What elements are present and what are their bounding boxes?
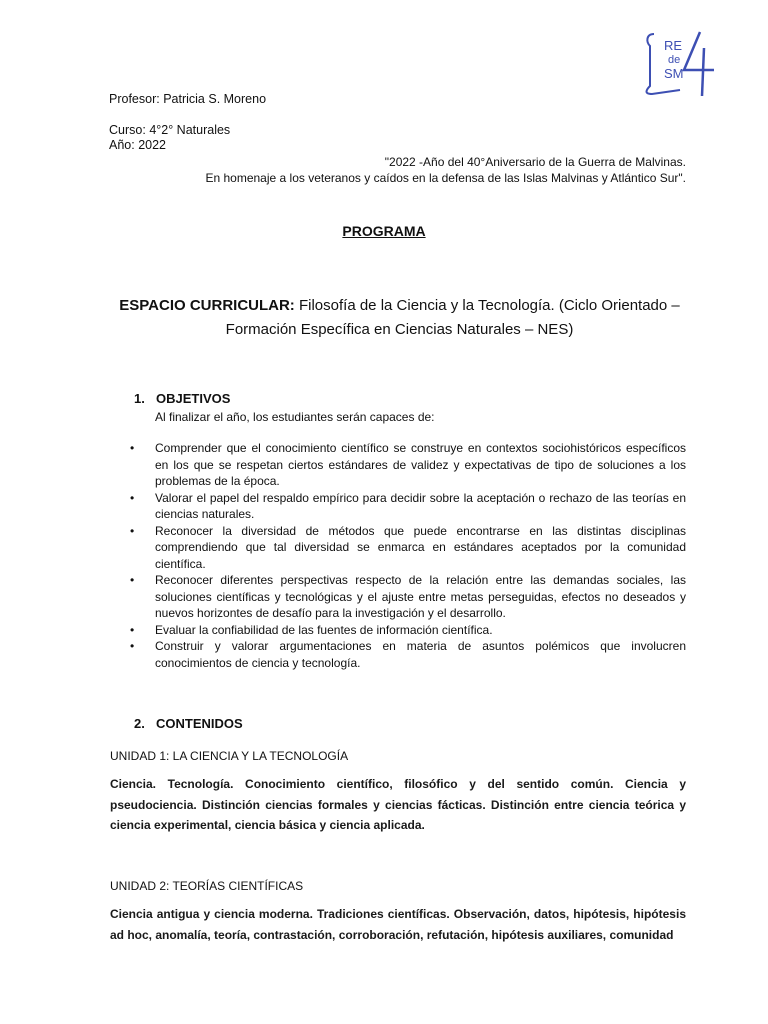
- list-item: [130, 572, 686, 622]
- espacio-text: Filosofía de la Ciencia y la Tecnología. (Ciclo Orientado – Formación Específica en Ciencias Naturales – NES): [225, 297, 680, 338]
- page-title: PROGRAMA: [342, 223, 426, 239]
- unit-1-text: Ciencia. Tecnología. Conocimiento científico, filosófico y del sentido común. Ciencia y pseudociencia. Distinción ciencias formales y ciencias fácticas. Distinción entre ciencia teórica y ciencia experimental, ciencia básica y ciencia aplicada.: [110, 777, 686, 832]
- list-item-text: Reconocer la diversidad de métodos que puede encontrarse en las distintas disciplinas comprendiendo que tal diversidad se enmarca en estándares aceptados por la comunidad científica.: [155, 523, 686, 571]
- contenidos-title: CONTENIDOS: [156, 716, 243, 731]
- curso-value: 4°2° Naturales: [149, 123, 231, 137]
- unit-1-title: UNIDAD 1: LA CIENCIA Y LA TECNOLOGÍA: [110, 749, 349, 763]
- curso-label: Curso:: [109, 123, 146, 137]
- list-item-text: Comprender que el conocimiento científico se construye en contextos sociohistóricos específicos en los que se respetan ciertos estándares de validez y expectativas de tipo de soluciones a los problemas de la época.: [155, 441, 686, 488]
- quote-line-1: "2022 -Año del 40°Aniversario de la Guerra de Malvinas.: [384, 155, 686, 169]
- unit-2-text: Ciencia antigua y ciencia moderna. Tradiciones científicas. Observación, datos, hipótesis, hipótesis ad hoc, anomalía, teoría, contrastación, corroboración, refutación, hipótesis auxiliares, comunidad: [110, 907, 686, 942]
- list-item: [130, 440, 686, 490]
- contenidos-number: 2.: [134, 716, 145, 731]
- objetivos-heading: [134, 391, 230, 406]
- espacio-curricular: [112, 294, 687, 342]
- list-item-text: Valorar el papel del respaldo empírico para decidir sobre la aceptación o rechazo de las teorías en ciencias naturales.: [155, 490, 686, 521]
- anio-label: Año:: [109, 138, 135, 152]
- logo-line-1: RE: [664, 38, 683, 53]
- list-item: [130, 622, 686, 639]
- bullet-icon: •: [130, 622, 135, 637]
- curso-line: [109, 122, 230, 138]
- list-item: [130, 490, 686, 523]
- unit-2-title: UNIDAD 2: TEORÍAS CIENTÍFICAS: [110, 879, 304, 893]
- list-item-text: Reconocer diferentes perspectivas respecto de la relación entre las demandas sociales, las soluciones científicas y tecnológicas y el ajuste entre metas perseguidas, efectos no deseados y nuevos horizontes de desafío para la investigación y el desarrollo.: [155, 573, 686, 620]
- bullet-icon: •: [130, 639, 135, 653]
- list-item-text: Construir y valorar argumentaciones en materia de asuntos polémicos que involucren conocimientos de ciencia y tecnología.: [155, 639, 686, 670]
- bullet-icon: •: [130, 441, 135, 455]
- contenidos-heading: [134, 716, 243, 731]
- bullet-icon: •: [130, 523, 135, 538]
- espacio-label: ESPACIO CURRICULAR:: [119, 297, 295, 314]
- quote-line-2: En homenaje a los veteranos y caídos en la defensa de las Islas Malvinas y Atlántico Sur".: [205, 171, 686, 185]
- profesor-value: Patricia S. Moreno: [163, 92, 267, 106]
- anio-value: 2022: [138, 138, 167, 152]
- list-item: [130, 638, 686, 671]
- profesor-line: [109, 91, 266, 107]
- list-item-text: Evaluar la confiabilidad de las fuentes de información científica.: [155, 622, 493, 637]
- redesm4-logo-icon: [640, 28, 720, 98]
- profesor-label: Profesor:: [109, 92, 160, 106]
- bullet-icon: •: [130, 573, 135, 587]
- bullet-icon: •: [130, 490, 135, 505]
- objetivos-number: 1.: [134, 391, 145, 406]
- objetivos-intro: Al finalizar el año, los estudiantes serán capaces de:: [155, 410, 435, 424]
- list-item: [130, 523, 686, 573]
- objetivos-list: [130, 440, 686, 671]
- anio-line: [109, 137, 166, 153]
- objetivos-title: OBJETIVOS: [156, 391, 231, 406]
- logo-line-2: de: [668, 54, 681, 66]
- logo-line-3: SM: [664, 66, 684, 81]
